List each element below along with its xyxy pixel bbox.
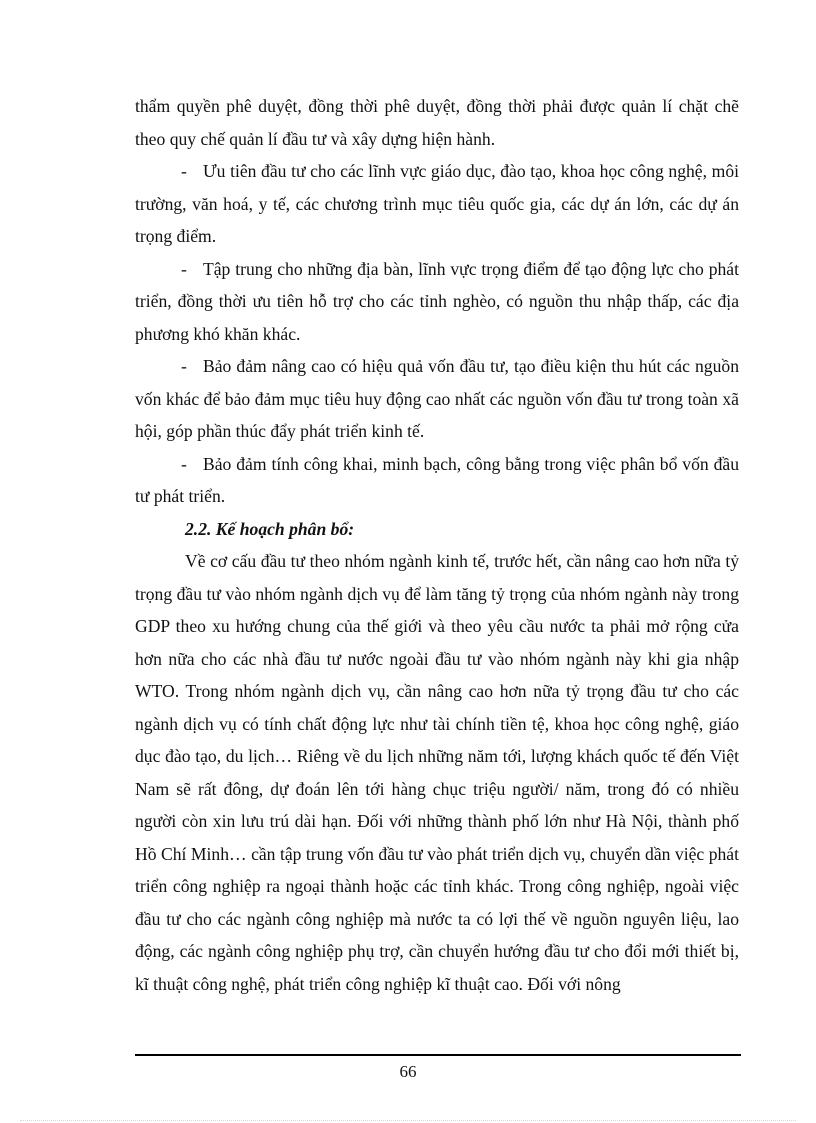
page-body	[135, 90, 739, 1000]
section-heading: 2.2. Kế hoạch phân bổ:	[185, 518, 355, 539]
body-paragraph: Về cơ cấu đầu tư theo nhóm ngành kinh tế, trước hết, cần nâng cao hơn nữa tỷ trọng đầu tư vào nhóm ngành dịch vụ để làm tăng tỷ trọng của nhóm ngành này trong GDP theo xu hướng chung của thế giới và theo yêu cầu nước ta phải mở rộng cửa hơn nữa cho các nhà đầu tư nước ngoài đầu tư vào nhóm ngành này khi gia nhập WTO. Trong nhóm ngành dịch vụ, cần nâng cao hơn nữa tỷ trọng đầu tư cho các ngành dịch vụ có tính chất động lực như tài chính tiền tệ, khoa học công nghệ, giáo dục đào tạo, du lịch… Riêng về du lịch những năm tới, lượng khách quốc tế đến Việt Nam sẽ rất đông, dự đoán lên tới hàng chục triệu người/ năm, trong đó có nhiều người còn xin lưu trú dài hạn. Đối với những thành phố lớn như Hà Nội, thành phố Hồ Chí Minh… cần tập trung vốn đầu tư vào phát triển dịch vụ, chuyển dần việc phát triển công nghiệp ra ngoại thành hoặc các tỉnh khác. Trong công nghiệp, ngoài việc đầu tư cho các ngành công nghiệp mà nước ta có lợi thế về nguồn nguyên liệu, lao động, các ngành công nghiệp phụ trợ, cần chuyển hướng đầu tư cho đổi mới thiết bị, kĩ thuật công nghệ, phát triển công nghiệp kĩ thuật cao. Đối với nông	[135, 551, 739, 994]
bullet-text: Ưu tiên đầu tư cho các lĩnh vực giáo dục, đào tạo, khoa học công nghệ, môi trường, văn hoá, y tế, các chương trình mục tiêu quốc gia, các dự án lớn, các dự án trọng điểm.	[135, 161, 739, 246]
bullet-dash: -	[181, 356, 187, 376]
page-number: 66	[399, 1062, 417, 1081]
bullet-text: Bảo đảm tính công khai, minh bạch, công bằng trong việc phân bổ vốn đầu tư phát triển.	[135, 453, 739, 506]
bullet-text: Tập trung cho những địa bàn, lĩnh vực trọng điểm để tạo động lực cho phát triển, đồng thời ưu tiên hỗ trợ cho các tỉnh nghèo, có nguồn thu nhập thấp, các địa phương khó khăn khác.	[135, 258, 739, 344]
bullet-item-2	[135, 253, 739, 351]
page-bottom-edge	[20, 1120, 796, 1121]
bullet-text: Bảo đảm nâng cao có hiệu quả vốn đầu tư, tạo điều kiện thu hút các nguồn vốn khác để bảo đảm mục tiêu huy động cao nhất các nguồn vốn đầu tư trong toàn xã hội, góp phần thúc đẩy phát triển kinh tế.	[135, 356, 739, 441]
footer-divider	[135, 1054, 741, 1056]
bullet-dash: -	[181, 258, 187, 279]
bullet-dash: -	[181, 161, 187, 181]
bullet-dash: -	[181, 453, 187, 474]
bullet-item-1	[135, 155, 739, 253]
bullet-item-3	[135, 350, 739, 448]
bullet-item-4	[135, 448, 739, 513]
continuation-paragraph: thẩm quyền phê duyệt, đồng thời phê duyệt, đồng thời phải được quản lí chặt chẽ theo quy chế quản lí đầu tư và xây dựng hiện hành.	[135, 96, 739, 149]
